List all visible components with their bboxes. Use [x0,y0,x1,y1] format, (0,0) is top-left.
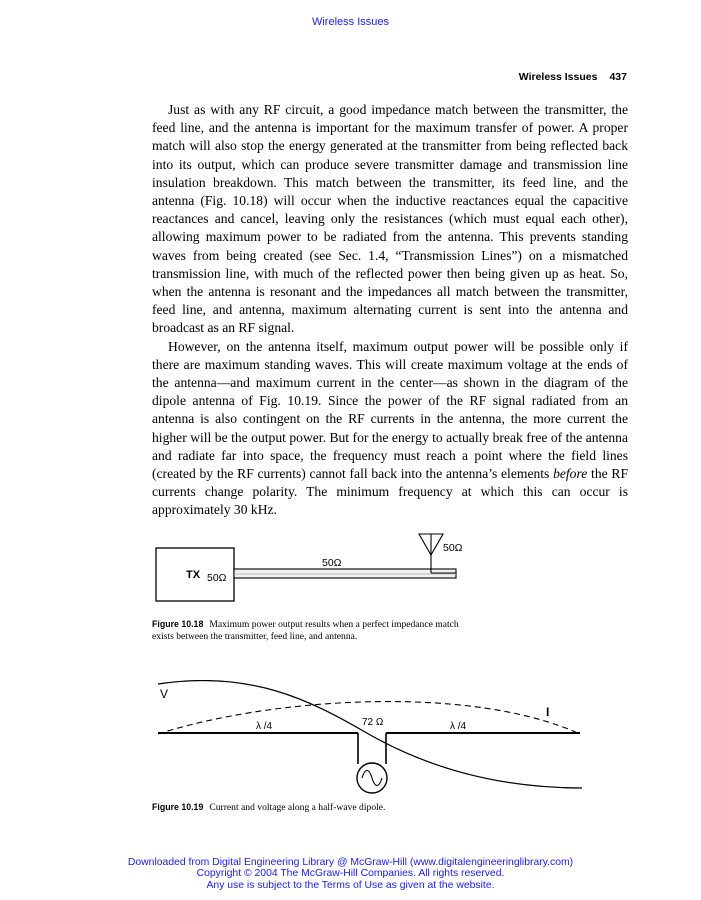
center-impedance-label: 72 Ω [362,717,384,728]
right-length-label: λ /4 [450,721,467,732]
body-text [152,101,628,520]
figure-10-18-label: Figure 10.18 [152,619,204,629]
page-number: 437 [609,71,627,83]
figure-10-18-text: Maximum power output results when a perfect impedance match exists between the transmitter, feed line, and antenna. [152,619,459,642]
current-label: I [546,705,550,719]
figure-10-18-caption [152,619,472,642]
footer-terms-link[interactable]: Any use is subject to the Terms of Use as given at the website. [206,879,495,891]
paragraph-2-part-2: the RF currents change polarity. The minimum frequency at which this can occur is approximately 30 kHz. [152,466,629,518]
line-impedance: 50Ω [322,557,342,569]
footer-download-link[interactable]: Downloaded from Digital Engineering Library @ McGraw-Hill (www.digitalengineeringlibrary.com) [127,857,574,868]
running-title: Wireless Issues [518,71,598,83]
running-head [519,71,627,83]
figure-10-19 [150,680,590,800]
footer [0,857,701,891]
voltage-label: V [160,687,169,701]
left-length-label: λ /4 [256,721,273,732]
paragraph-2 [152,338,628,520]
paragraph-2-emphasis: before [553,466,588,482]
figure-10-19-caption [152,802,572,814]
figure-10-19-text: Current and voltage along a half-wave dipole. [209,802,386,813]
figure-10-18 [150,528,480,608]
top-chapter-link[interactable]: Wireless Issues [311,16,390,28]
tx-impedance: 50Ω [207,572,227,584]
antenna-impedance: 50Ω [443,542,463,554]
figure-10-19-diagram [150,680,590,800]
figure-10-18-diagram [150,528,480,608]
paragraph-1: Just as with any RF circuit, a good impedance match between the transmitter, the feed line, and the antenna is important for the maximum transfer of power. A proper match will also stop the energy generated at the transmitter from being reflected back into its output, which can produce severe transmitter damage and transmission line insulation breakdown. This match between the transmitter, its feed line, and the antenna (Fig. 10.18) will occur when the inductive reactances equal the capacitive reactances and cancel, leaving only the resistances (which must equal each other), allowing maximum power to be radiated from the antenna. This prevents standing waves from being created (see Sec. 1.4, “Transmission Lines”) on a mismatched transmission line, with much of the reflected power then being given up as heat. So, when the antenna is resonant and the impedances all match between the transmitter, feed line, and antenna, maximum alternating current is sent into the antenna and broadcast as an RF signal. [152,102,628,336]
paragraph-2-part-1: However, on the antenna itself, maximum output power will be possible only if there are maximum standing waves. This will create maximum voltage at the ends of the antenna—and maximum current in the center—as shown in the diagram of the dipole antenna of Fig. 10.19. Since the power of the RF signal radiated from an antenna is also contingent on the RF currents in the antenna, the more current the higher will be the output power. But for the energy to actually break free of the antenna and radiate far into space, the frequency must reach a point where the field lines (created by the RF currents) cannot fall back into the antenna’s elements [152,338,628,482]
tx-label: TX [186,569,201,581]
figure-10-19-label: Figure 10.19 [152,802,204,812]
footer-copyright-link[interactable]: Copyright © 2004 The McGraw-Hill Companies. All rights reserved. [196,868,505,880]
